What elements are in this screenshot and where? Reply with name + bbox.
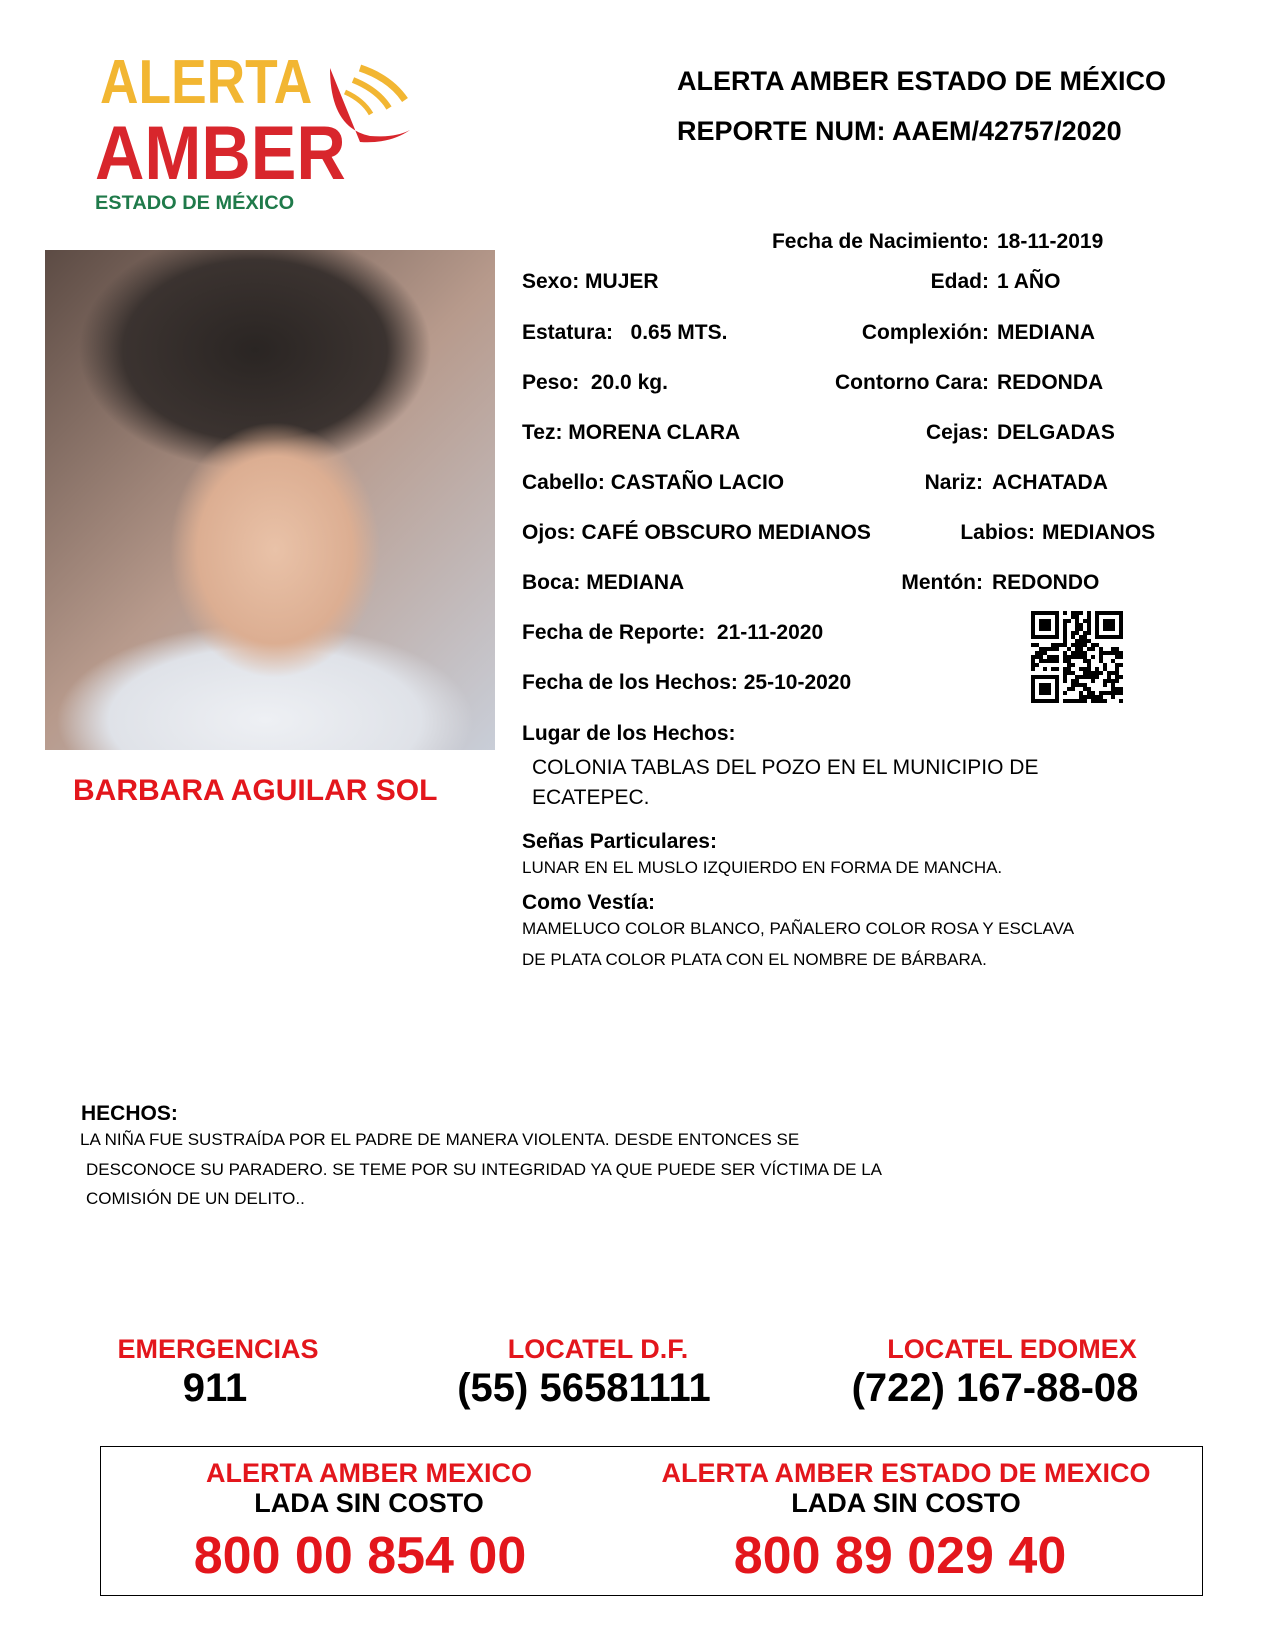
contorno-value: REDONDA (997, 371, 1104, 394)
cejas-label: Cejas: (925, 421, 989, 444)
locatel-df-label: LOCATEL D.F. (507, 1334, 689, 1364)
sexo-label: Sexo: (522, 270, 580, 293)
missing-person-photo (45, 250, 495, 750)
logo-line-alerta: ALERTA (100, 48, 313, 117)
vestia-label: Como Vestía: (522, 891, 656, 914)
hechos-label: HECHOS: (81, 1102, 178, 1125)
emergencias-number[interactable]: 911 (182, 1366, 248, 1410)
hechos-date-label: Fecha de los Hechos: (522, 671, 738, 694)
labios-value: MEDIANOS (1042, 521, 1156, 544)
document-title: ALERTA AMBER ESTADO DE MÉXICO (677, 66, 1167, 96)
estatura-value: 0.65 MTS. (630, 321, 728, 344)
menton-value: REDONDO (992, 571, 1100, 594)
qr-code[interactable] (1031, 611, 1123, 703)
reporte-value: 21-11-2020 (716, 621, 824, 644)
edad-label: Edad: (930, 270, 989, 293)
locatel-df-number[interactable]: (55) 56581111 (457, 1366, 711, 1410)
hechos-date-field (522, 671, 851, 695)
tollfree-mexico-title: ALERTA AMBER MEXICO (206, 1458, 532, 1488)
tez-value: MORENA CLARA (568, 421, 741, 444)
nariz-label: Nariz: (924, 471, 983, 494)
complexion-label: Complexión: (861, 321, 989, 344)
boca-field (522, 571, 684, 595)
cabello-field (522, 471, 784, 495)
sexo-value: MUJER (585, 270, 659, 293)
vestia-line: DE PLATA COLOR PLATA CON EL NOMBRE DE BÁRBARA. (522, 950, 987, 969)
tollfree-mexico-number[interactable]: 800 00 854 00 (193, 1527, 527, 1585)
tollfree-edomex-number[interactable]: 800 89 029 40 (733, 1527, 1067, 1585)
logo-line-amber: AMBER (95, 111, 346, 196)
emergencias-label: EMERGENCIAS (117, 1334, 319, 1364)
ojos-value: CAFÉ OBSCURO MEDIANOS (581, 521, 871, 544)
nariz-value: ACHATADA (992, 471, 1108, 494)
hechos-line: DESCONOCE SU PARADERO. SE TEME POR SU INTEGRIDAD YA QUE PUEDE SER VÍCTIMA DE LA (86, 1160, 883, 1179)
tez-label: Tez: (522, 421, 563, 444)
cabello-label: Cabello: (522, 471, 605, 494)
tollfree-edomex-title: ALERTA AMBER ESTADO DE MEXICO (661, 1458, 1151, 1488)
lugar-line: COLONIA TABLAS DEL POZO EN EL MUNICIPIO DE (532, 756, 1039, 779)
menton-label: Mentón: (901, 571, 983, 594)
report-number: REPORTE NUM: AAEM/42757/2020 (677, 116, 1122, 146)
vestia-line: MAMELUCO COLOR BLANCO, PAÑALERO COLOR ROSA Y ESCLAVA (522, 919, 1075, 938)
peso-value: 20.0 kg. (590, 371, 668, 394)
tollfree-edomex-sub: LADA SIN COSTO (791, 1488, 1021, 1518)
lugar-label: Lugar de los Hechos: (522, 722, 736, 745)
lugar-line: ECATEPEC. (532, 786, 650, 809)
contorno-label: Contorno Cara: (835, 371, 989, 394)
peso-label: Peso: (522, 371, 580, 394)
tez-field (522, 421, 740, 445)
ojos-label: Ojos: (522, 521, 576, 544)
senas-value: LUNAR EN EL MUSLO IZQUIERDO EN FORMA DE MANCHA. (522, 858, 1003, 877)
senas-label: Señas Particulares: (522, 830, 717, 853)
labios-label: Labios: (960, 521, 1035, 544)
person-name: BARBARA AGUILAR SOL (73, 774, 438, 807)
sexo-field (522, 270, 659, 294)
birthdate-label: Fecha de Nacimiento: (771, 230, 989, 253)
hechos-line: LA NIÑA FUE SUSTRAÍDA POR EL PADRE DE MANERA VIOLENTA. DESDE ENTONCES SE (80, 1130, 800, 1149)
estatura-label: Estatura: (522, 321, 614, 344)
locatel-edomex-label: LOCATEL EDOMEX (887, 1334, 1137, 1364)
estatura-field (522, 321, 727, 345)
boca-label: Boca: (522, 571, 581, 594)
peso-field (522, 371, 668, 395)
boca-value: MEDIANA (586, 571, 685, 594)
alerta-amber-logo (95, 48, 445, 216)
reporte-field (522, 621, 823, 645)
complexion-value: MEDIANA (997, 321, 1095, 344)
logo-line-estado: ESTADO DE MÉXICO (95, 193, 295, 214)
ojos-field (522, 521, 871, 545)
cejas-value: DELGADAS (997, 421, 1115, 444)
reporte-label: Fecha de Reporte: (522, 621, 706, 644)
edad-value: 1 AÑO (997, 270, 1061, 293)
tollfree-mexico-sub: LADA SIN COSTO (254, 1488, 484, 1518)
cabello-value: CASTAÑO LACIO (610, 471, 785, 494)
hechos-line: COMISIÓN DE UN DELITO.. (86, 1189, 305, 1208)
hechos-date-value: 25-10-2020 (743, 671, 852, 694)
birthdate-value: 18-11-2019 (997, 230, 1104, 253)
locatel-edomex-number[interactable]: (722) 167-88-08 (851, 1366, 1139, 1410)
